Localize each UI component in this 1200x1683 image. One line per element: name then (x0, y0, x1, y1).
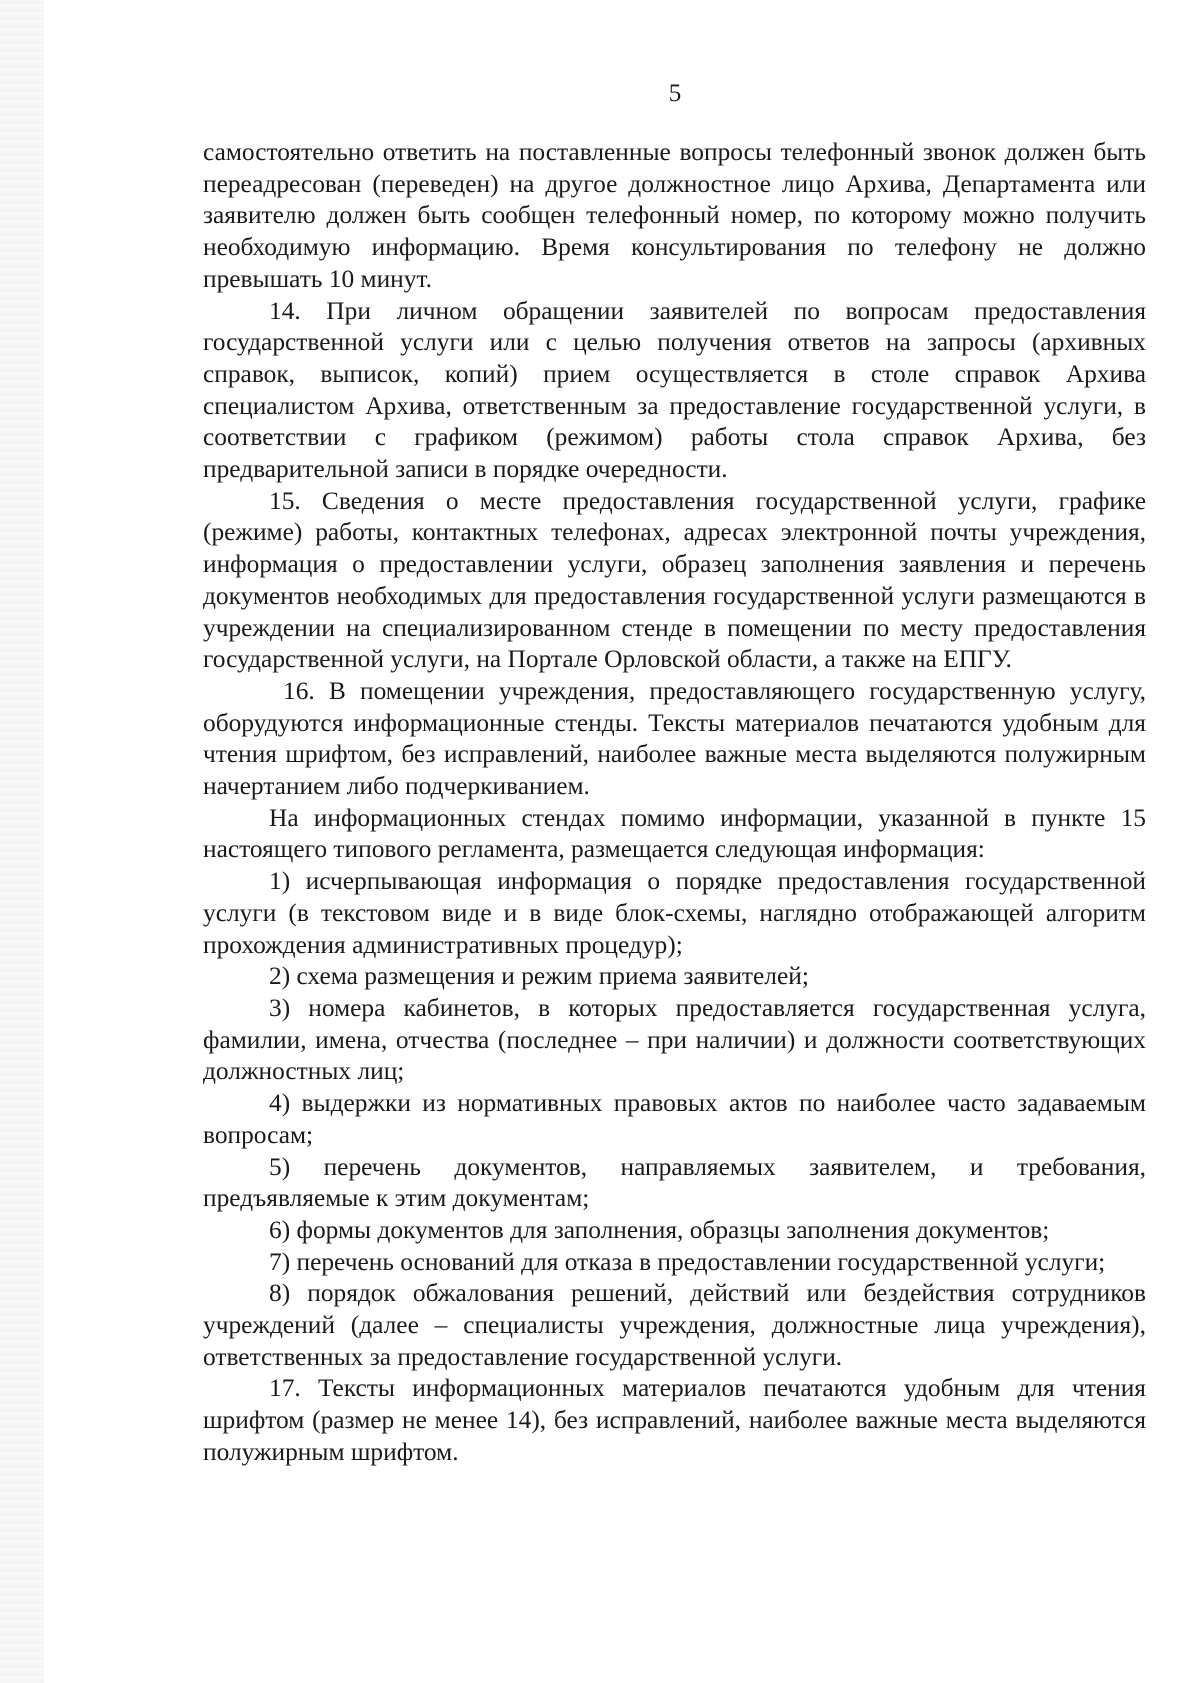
list-item-2: 2) схема размещения и режим приема заявителей; (269, 962, 809, 991)
document-body (203, 137, 1146, 1469)
scan-edge (0, 0, 44, 1683)
paragraph-info-stands: На информационных стендах помимо информации, указанной в пункте 15 настоящего типового регламента, размещается следующая информация: (203, 803, 1146, 864)
list-item-7: 7) перечень оснований для отказа в предоставлении государственной услуги; (269, 1247, 1106, 1276)
page-number: 5 (668, 80, 682, 107)
list-item-6: 6) формы документов для заполнения, образцы заполнения документов; (269, 1215, 1050, 1244)
list-item-5: 5) перечень документов, направляемых заявителем, и требования, предъявляемые к этим документам; (203, 1152, 1146, 1213)
paragraph-continuation: самостоятельно ответить на поставленные вопросы телефонный звонок должен быть переадресован (переведен) на другое должностное лицо Архива, Департамента или заявителю должен быть сообщен телефонный номер, по которому можно получить необходимую информацию. Время консультирования по телефону не должно превышать 10 минут. (203, 138, 1146, 293)
list-item-1: 1) исчерпывающая информация о порядке предоставления государственной услуги (в текстовом виде и в виде блок-схемы, наглядно отображающей алгоритм прохождения административных процедур); (203, 867, 1146, 959)
paragraph-15: 15. Сведения о месте предоставления государственной услуги, графике (режиме) работы, контактных телефонах, адресах электронной почты учреждения, информация о предоставлении услуги, образец заполнения заявления и перечень документов необходимых для предоставления государственной услуги размещаются в учреждении на специализированном стенде в помещении по месту предоставления государственной услуги, на Портале Орловской области, а также на ЕПГУ. (203, 486, 1146, 674)
paragraph-16: 16. В помещении учреждения, предоставляющего государственную услугу, оборудуются информационные стенды. Тексты материалов печатаются удобным для чтения шрифтом, без исправлений, наиболее важные места выделяются полужирным начертанием либо подчеркиванием. (203, 676, 1146, 801)
list-item-3: 3) номера кабинетов, в которых предоставляется государственная услуга, фамилии, имена, отчества (последнее – при наличии) и должности соответствующих должностных лиц; (203, 993, 1146, 1086)
paragraph-14: 14. При личном обращении заявителей по вопросам предоставления государственной услуги или с целью получения ответов на запросы (архивных справок, выписок, копий) прием осуществляется в столе справок Архива специалистом Архива, ответственным за предоставление государственной услуги, в соответствии с графиком (режимом) работы стола справок Архива, без предварительной записи в порядке очередности. (203, 296, 1146, 484)
paragraph-17: 17. Тексты информационных материалов печатаются удобным для чтения шрифтом (размер не менее 14), без исправлений, наиболее важные места выделяются полужирным шрифтом. (203, 1374, 1146, 1466)
list-item-4: 4) выдержки из нормативных правовых актов по наиболее часто задаваемым вопросам; (203, 1089, 1146, 1149)
list-item-8: 8) порядок обжалования решений, действий или бездействия сотрудников учреждений (далее – специалисты учреждения, должностные лица учреждения), ответственных за предоставление государственной услуги. (203, 1279, 1146, 1371)
